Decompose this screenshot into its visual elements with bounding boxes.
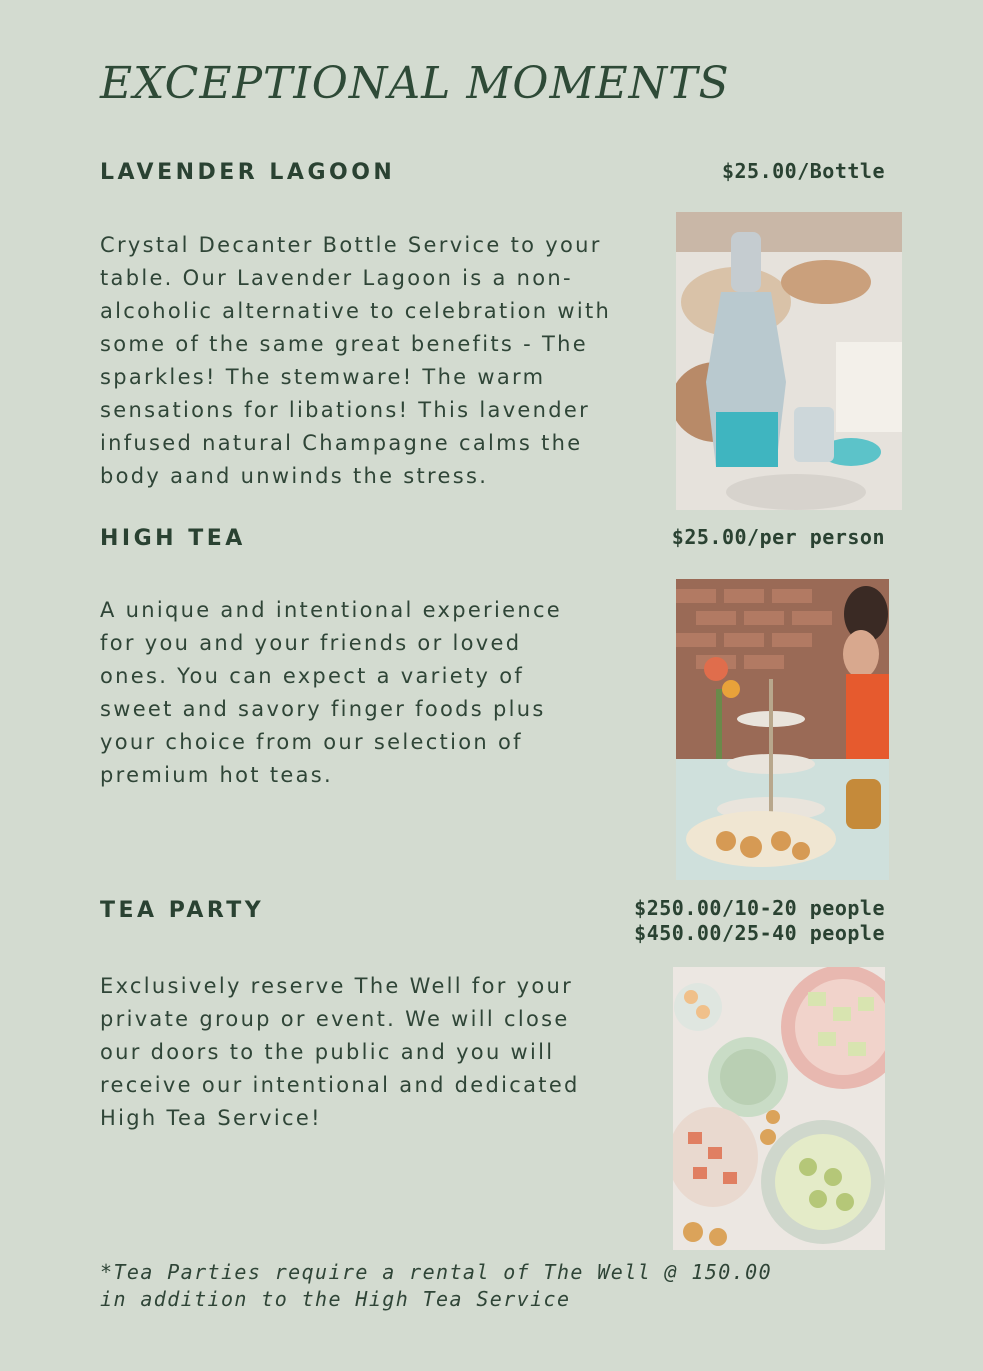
section-heading-lavender-lagoon: LAVENDER LAGOON xyxy=(100,160,396,185)
price-lavender-lagoon: $25.00/Bottle xyxy=(721,159,885,183)
description-tea-party: Exclusively reserve The Well for your private group or event. We will close our doors to the public and you will receive our intentional and dedicated High Tea Service! xyxy=(100,974,580,1130)
description-high-tea: A unique and intentional experience for you and your friends or loved ones. You can expect a variety of sweet and savory finger foods plus your choice from our selection of premium hot teas. xyxy=(100,598,563,787)
price-high-tea: $25.00/per person xyxy=(671,525,885,549)
footnote: *Tea Parties require a rental of The Well @ 150.00 in addition to the High Tea Service xyxy=(100,1260,773,1311)
tiered-tea-stand-photo xyxy=(676,579,889,880)
decanter-table-photo xyxy=(676,212,902,510)
price-line: $250.00/10-20 people xyxy=(634,896,885,920)
section-heading-tea-party: TEA PARTY xyxy=(100,898,265,923)
page-title: EXCEPTIONAL MOMENTS xyxy=(100,58,730,109)
description-lavender-lagoon: Crystal Decanter Bottle Service to your table. Our Lavender Lagoon is a non-alcoholic alternative to celebration with some of the same great benefits - The sparkles! The stemware! The warm sensations for libations! This lavender infused natural Champagne calms the body aand unwinds the stress. xyxy=(100,233,612,488)
price-line: $450.00/25-40 people xyxy=(634,921,885,945)
price-tea-party xyxy=(634,896,885,946)
section-heading-high-tea: HIGH TEA xyxy=(100,526,246,551)
party-spread-photo xyxy=(673,967,885,1250)
